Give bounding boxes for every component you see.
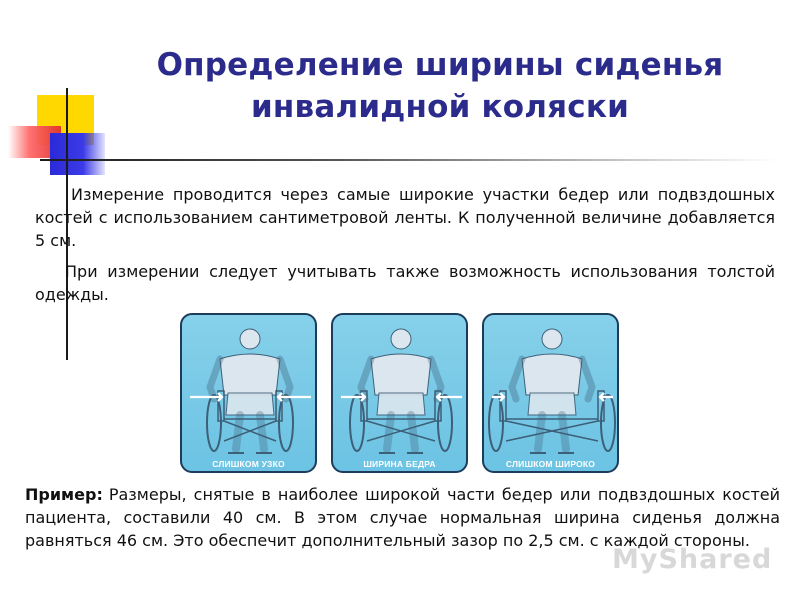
slide-title: Определение ширины сиденья инвалидной коляски [156, 47, 724, 125]
decor-horizontal-line [40, 159, 778, 161]
panel-too-wide [482, 313, 619, 473]
panel-caption: СЛИШКОМ УЗКО [212, 459, 285, 469]
watermark-logo: MyShared [612, 544, 773, 575]
paragraph-clothing: При измерении следует учитывать также возможность использования толстой одежды. [35, 262, 775, 304]
wheelchair-person-illustration [333, 315, 468, 473]
example-text: Размеры, снятые в наиболее широкой части бедер или подвздошных костей пациента, составили 40 см. В этом случае нормальная ширина сиденья должна равняться 46 см. Это обеспечит дополнительный зазор по 2,5 см. с каждой стороны. [25, 485, 780, 550]
decor-blue-square [50, 133, 105, 175]
panel-caption: ШИРИНА БЕДРА [363, 459, 436, 469]
panel-too-narrow [180, 313, 317, 473]
panel-hip-width [331, 313, 468, 473]
example-label: Пример: [25, 485, 103, 504]
wheelchair-person-illustration [182, 315, 317, 473]
panel-caption: СЛИШКОМ ШИРОКО [505, 459, 596, 469]
wheelchair-person-illustration [484, 315, 619, 473]
example-paragraph [25, 483, 780, 552]
paragraph-measurement: Измерение проводится через самые широкие участки бедер или подвздошных костей с использованием сантиметровой ленты. К полученной величине добавляется 5 см. [35, 185, 775, 250]
